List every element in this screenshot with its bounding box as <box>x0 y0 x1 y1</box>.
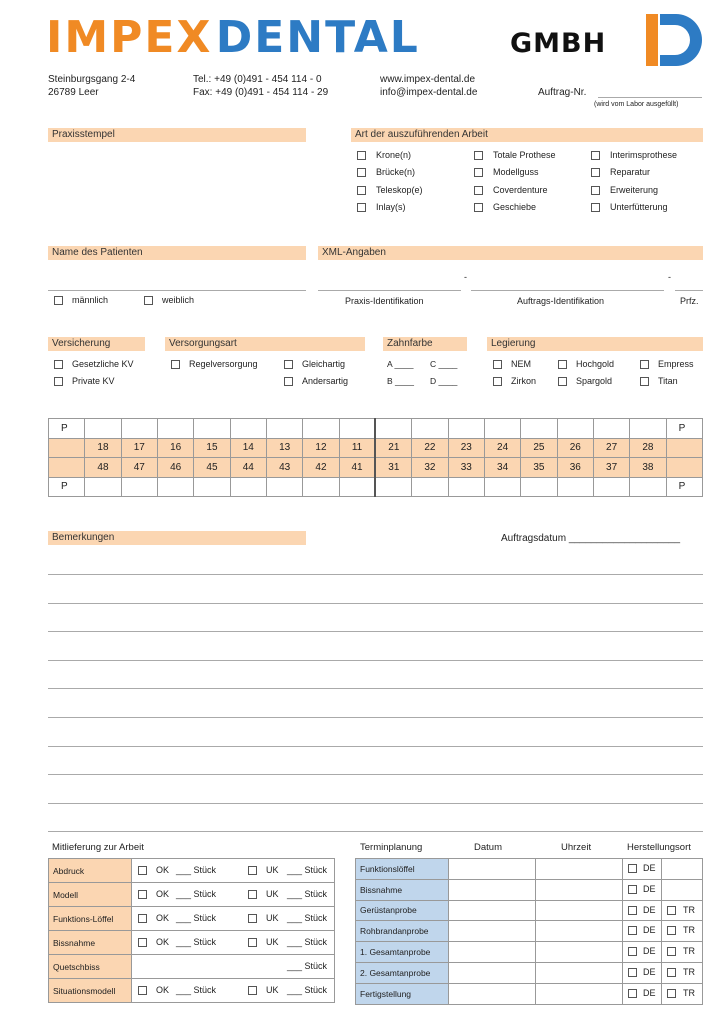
art-label: Totale Prothese <box>493 150 556 160</box>
de-label: DE <box>643 925 656 936</box>
art-checkbox[interactable] <box>357 151 366 160</box>
termin-datum-cell[interactable] <box>449 859 536 880</box>
tr-label: TR <box>683 966 695 977</box>
termin-ort-inner <box>623 942 661 962</box>
patient-name-field[interactable] <box>48 290 306 291</box>
mitlieferung-row-label: Quetschbiss <box>49 955 132 979</box>
mitlieferung-row-label: Abdruck <box>49 859 132 883</box>
tooth-number: 48 <box>85 458 121 478</box>
tooth-edge-cell <box>49 458 85 478</box>
ok-label: OK <box>156 937 170 947</box>
tooth-number: 11 <box>339 438 375 458</box>
uk-label: UK <box>266 865 279 875</box>
termin-uhrzeit-cell[interactable] <box>536 859 623 880</box>
tr-checkbox[interactable] <box>667 906 676 915</box>
ok-checkbox[interactable] <box>138 986 147 995</box>
termin-tr-cell <box>662 900 703 921</box>
art-checkbox[interactable] <box>591 168 600 177</box>
mitlieferung-row-fields <box>132 979 335 1003</box>
art-label: Teleskop(e) <box>376 185 423 195</box>
tooth-number: 24 <box>484 438 520 458</box>
uk-checkbox[interactable] <box>248 938 257 947</box>
gesetzliche-kv-label: Gesetzliche KV <box>72 359 134 369</box>
de-label: DE <box>643 946 656 957</box>
termin-row-label: Rohbrandanprobe <box>356 921 449 942</box>
bemerkungen-line[interactable] <box>48 631 703 632</box>
uk-checkbox[interactable] <box>248 914 257 923</box>
de-label: DE <box>643 987 656 998</box>
ok-label: OK <box>156 985 170 995</box>
tooth-cell[interactable] <box>593 477 629 497</box>
termin-row-label: Funktionslöffel <box>356 859 449 880</box>
ok-label: OK <box>156 889 170 899</box>
termin-ort-inner <box>623 859 661 879</box>
art-checkbox[interactable] <box>474 168 483 177</box>
ok-checkbox[interactable] <box>138 890 147 899</box>
zahnfarbe-d[interactable]: D ____ <box>430 376 458 386</box>
art-label: Interimsprothese <box>610 150 678 160</box>
tr-checkbox[interactable] <box>667 968 676 977</box>
tooth-number: 35 <box>521 458 557 478</box>
art-checkbox[interactable] <box>591 203 600 212</box>
tooth-cell[interactable] <box>266 419 302 439</box>
mitlieferung-row-label: Funktions-Löffel <box>49 907 132 931</box>
tooth-cell[interactable] <box>375 477 411 497</box>
auftrag-nr-label: Auftrag-Nr. <box>538 87 587 98</box>
bemerkungen-line[interactable] <box>48 688 703 689</box>
tooth-cell[interactable] <box>157 477 193 497</box>
tooth-cell[interactable] <box>593 419 629 439</box>
address-fax: Fax: +49 (0)491 - 454 114 - 29 <box>193 87 329 98</box>
prfz-label: Prfz. <box>680 296 699 306</box>
art-checkbox[interactable] <box>591 186 600 195</box>
ok-label: OK <box>156 913 170 923</box>
praxisstempel-field[interactable] <box>48 144 306 232</box>
termin-datum-cell[interactable] <box>449 879 536 900</box>
teeth-chart <box>48 418 703 497</box>
uk-label: UK <box>266 937 279 947</box>
praxis-id-label: Praxis-Identifikation <box>345 296 424 306</box>
bemerkungen-line[interactable] <box>48 717 703 718</box>
auftrag-id-label: Auftrags-Identifikation <box>517 296 605 306</box>
uk-stueck-label[interactable]: ___ Stück <box>287 985 328 995</box>
art-checkbox[interactable] <box>474 151 483 160</box>
uk-label: UK <box>266 985 279 995</box>
mitlieferung-cell <box>132 859 334 882</box>
uk-stueck-label[interactable]: ___ Stück <box>287 865 328 875</box>
tooth-cell[interactable] <box>557 419 593 439</box>
termin-tr-inner <box>662 921 702 941</box>
tooth-cell[interactable] <box>448 477 484 497</box>
tooth-cell[interactable] <box>630 477 666 497</box>
address-city: 26789 Leer <box>48 87 99 98</box>
de-checkbox[interactable] <box>628 926 637 935</box>
art-checkbox[interactable] <box>357 203 366 212</box>
xml-header: XML-Angaben <box>318 246 703 260</box>
uk-label: UK <box>266 889 279 899</box>
bemerkungen-line[interactable] <box>48 803 703 804</box>
gleichartig-label: Gleichartig <box>302 359 346 369</box>
tooth-cell[interactable] <box>484 419 520 439</box>
de-label: DE <box>643 904 656 915</box>
versicherung-header: Versicherung <box>48 337 145 351</box>
tooth-number: 28 <box>630 438 666 458</box>
praxis-id-field[interactable] <box>318 290 461 291</box>
logo-mark-icon <box>646 12 706 68</box>
termin-row-label: Bissnahme <box>356 879 449 900</box>
tooth-edge-cell <box>666 458 702 478</box>
de-label: DE <box>643 883 656 894</box>
tooth-cell[interactable] <box>375 419 411 439</box>
tooth-cell[interactable] <box>194 419 230 439</box>
tr-checkbox[interactable] <box>667 926 676 935</box>
tooth-number: 32 <box>412 458 448 478</box>
mitlieferung-row-fields <box>132 931 335 955</box>
art-checkbox[interactable] <box>357 168 366 177</box>
ok-checkbox[interactable] <box>138 866 147 875</box>
auftrag-id-field[interactable] <box>471 290 664 291</box>
termin-tr-cell <box>662 859 703 880</box>
tooth-number: 27 <box>593 438 629 458</box>
art-label: Brücke(n) <box>376 167 416 177</box>
zahnfarbe-c[interactable]: C ____ <box>430 359 458 369</box>
art-checkbox[interactable] <box>357 186 366 195</box>
uk-stueck-label[interactable]: ___ Stück <box>287 913 328 923</box>
address-tel: Tel.: +49 (0)491 - 454 114 - 0 <box>193 74 322 85</box>
de-checkbox[interactable] <box>628 947 637 956</box>
tooth-cell[interactable] <box>85 419 121 439</box>
termin-tr-inner <box>662 963 702 983</box>
termin-tr-inner <box>662 984 702 1004</box>
termin-ort-inner <box>623 921 661 941</box>
logo-gmbh: GMBH <box>510 28 607 59</box>
tr-label: TR <box>683 925 695 936</box>
tooth-cell[interactable] <box>484 477 520 497</box>
art-label: Krone(n) <box>376 150 412 160</box>
nem-checkbox[interactable] <box>493 360 502 369</box>
ok-checkbox[interactable] <box>138 938 147 947</box>
legierung-header: Legierung <box>487 337 703 351</box>
mitlieferung-row-fields <box>132 955 335 979</box>
mitlieferung-cell <box>132 907 334 930</box>
mitlieferung-row-label: Modell <box>49 883 132 907</box>
tooth-number: 37 <box>593 458 629 478</box>
tr-checkbox[interactable] <box>667 947 676 956</box>
female-label: weiblich <box>162 295 195 305</box>
uk-checkbox[interactable] <box>248 986 257 995</box>
uk-checkbox[interactable] <box>248 890 257 899</box>
tooth-cell[interactable] <box>412 477 448 497</box>
termin-datum-cell[interactable] <box>449 983 536 1004</box>
termin-ort-cell <box>623 900 662 921</box>
termin-ort-inner <box>623 963 661 983</box>
mitlieferung-row-label: Bissnahme <box>49 931 132 955</box>
art-label: Modellguss <box>493 167 539 177</box>
tooth-number: 34 <box>484 458 520 478</box>
art-label: Reparatur <box>610 167 651 177</box>
ok-stueck-label[interactable]: ___ Stück <box>176 865 217 875</box>
tooth-number: 36 <box>557 458 593 478</box>
tooth-edge-cell <box>666 438 702 458</box>
gesetzliche-kv-checkbox[interactable] <box>54 360 63 369</box>
termin-ort-inner <box>623 880 661 900</box>
tooth-edge-cell[interactable]: P <box>49 419 85 439</box>
termin-datum-cell[interactable] <box>449 921 536 942</box>
termin-row-label: 1. Gesamtanprobe <box>356 942 449 963</box>
termin-tr-cell <box>662 942 703 963</box>
bemerkungen-line[interactable] <box>48 831 703 832</box>
hochgold-checkbox[interactable] <box>558 360 567 369</box>
ok-stueck-label[interactable]: ___ Stück <box>176 913 217 923</box>
tooth-number: 43 <box>266 458 302 478</box>
mitlieferung-row-fields <box>132 907 335 931</box>
termin-uhrzeit-cell[interactable] <box>536 879 623 900</box>
address-email[interactable]: info@impex-dental.de <box>380 87 478 98</box>
tooth-number: 13 <box>266 438 302 458</box>
zirkon-label: Zirkon <box>511 376 537 386</box>
termin-uhrzeit-cell[interactable] <box>536 942 623 963</box>
tooth-number: 45 <box>194 458 230 478</box>
termin-row-label: Fertigstellung <box>356 983 449 1004</box>
andersartig-checkbox[interactable] <box>284 377 293 386</box>
tooth-number: 25 <box>521 438 557 458</box>
tooth-cell[interactable] <box>121 419 157 439</box>
private-kv-label: Private KV <box>72 376 115 386</box>
tooth-edge-cell[interactable]: P <box>666 419 702 439</box>
uk-stueck-label[interactable]: ___ Stück <box>287 889 328 899</box>
uk-checkbox[interactable] <box>248 866 257 875</box>
tooth-edge-cell[interactable]: P <box>49 477 85 497</box>
mitlieferung-row-label: Situationsmodell <box>49 979 132 1003</box>
tooth-number: 17 <box>121 438 157 458</box>
praxisstempel-header: Praxisstempel <box>48 128 306 142</box>
termin-ort-cell <box>623 983 662 1004</box>
logo-dental: DENTAL <box>215 12 420 63</box>
termin-tr-inner <box>662 942 702 962</box>
auftrag-nr-field[interactable] <box>598 97 702 98</box>
mitlieferung-table <box>48 858 335 1003</box>
tooth-number: 31 <box>375 458 411 478</box>
tooth-number: 12 <box>303 438 339 458</box>
address-web[interactable]: www.impex-dental.de <box>380 74 476 85</box>
spargold-label: Spargold <box>576 376 613 386</box>
art-checkbox[interactable] <box>591 151 600 160</box>
regelversorgung-label: Regelversorgung <box>189 359 258 369</box>
termin-ort-inner <box>623 984 661 1004</box>
tr-label: TR <box>683 904 695 915</box>
zirkon-checkbox[interactable] <box>493 377 502 386</box>
termin-row-label: 2. Gesamtanprobe <box>356 962 449 983</box>
bemerkungen-line[interactable] <box>48 574 703 575</box>
male-label: männlich <box>72 295 109 305</box>
mitlieferung-cell <box>132 883 334 906</box>
termin-ort-header: Herstellungsort <box>627 842 691 853</box>
tooth-number: 44 <box>230 458 266 478</box>
tooth-number: 38 <box>630 458 666 478</box>
tooth-cell[interactable] <box>303 477 339 497</box>
uk-label: UK <box>266 913 279 923</box>
tooth-cell[interactable] <box>339 419 375 439</box>
de-label: DE <box>643 863 656 873</box>
ok-stueck-label[interactable]: ___ Stück <box>176 985 217 995</box>
tooth-cell[interactable] <box>521 419 557 439</box>
mitlieferung-cell <box>132 931 334 954</box>
tooth-cell[interactable] <box>630 419 666 439</box>
tooth-cell[interactable] <box>339 477 375 497</box>
empress-checkbox[interactable] <box>640 360 649 369</box>
gleichartig-checkbox[interactable] <box>284 360 293 369</box>
versorgungsart-header: Versorgungsart <box>165 337 365 351</box>
tr-label: TR <box>683 946 695 957</box>
logo <box>46 12 420 63</box>
bemerkungen-line[interactable] <box>48 660 703 661</box>
art-label: Coverdenture <box>493 185 548 195</box>
ok-label: OK <box>156 865 170 875</box>
tooth-cell[interactable] <box>557 477 593 497</box>
art-label: Erweiterung <box>610 185 659 195</box>
zahnfarbe-header: Zahnfarbe <box>383 337 467 351</box>
termin-ort-cell <box>623 879 662 900</box>
auftrag-nr-note: (wird vom Labor ausgefüllt) <box>594 101 679 108</box>
termin-ort-cell <box>623 859 662 880</box>
ok-checkbox[interactable] <box>138 914 147 923</box>
termin-uhrzeit-cell[interactable] <box>536 983 623 1004</box>
tooth-number: 26 <box>557 438 593 458</box>
empress-label: Empress <box>658 359 694 369</box>
tooth-edge-cell <box>49 438 85 458</box>
tooth-cell[interactable] <box>448 419 484 439</box>
art-label: Inlay(s) <box>376 202 406 212</box>
tooth-cell[interactable] <box>303 419 339 439</box>
termin-uhrzeit-cell[interactable] <box>536 921 623 942</box>
bemerkungen-line[interactable] <box>48 603 703 604</box>
bemerkungen-header: Bemerkungen <box>48 531 306 545</box>
tooth-cell[interactable] <box>521 477 557 497</box>
tooth-number: 42 <box>303 458 339 478</box>
tooth-cell[interactable] <box>412 419 448 439</box>
mitlieferung-cell <box>132 955 334 978</box>
tooth-number: 46 <box>157 458 193 478</box>
andersartig-label: Andersartig <box>302 376 349 386</box>
zahnfarbe-b[interactable]: B ____ <box>387 376 414 386</box>
termin-datum-header: Datum <box>474 842 502 853</box>
de-checkbox[interactable] <box>628 906 637 915</box>
tooth-number: 18 <box>85 438 121 458</box>
nem-label: NEM <box>511 359 531 369</box>
private-kv-checkbox[interactable] <box>54 377 63 386</box>
termin-table <box>355 858 703 1005</box>
tooth-number: 33 <box>448 458 484 478</box>
termin-ort-cell <box>623 942 662 963</box>
male-checkbox[interactable] <box>54 296 63 305</box>
termin-tr-cell <box>662 962 703 983</box>
titan-checkbox[interactable] <box>640 377 649 386</box>
female-checkbox[interactable] <box>144 296 153 305</box>
tooth-number: 21 <box>375 438 411 458</box>
prfz-field[interactable] <box>675 290 703 291</box>
ok-stueck-label[interactable]: ___ Stück <box>176 889 217 899</box>
tooth-number: 15 <box>194 438 230 458</box>
tr-checkbox[interactable] <box>667 989 676 998</box>
termin-row-label: Gerüstanprobe <box>356 900 449 921</box>
termin-ort-inner <box>623 901 661 921</box>
de-checkbox[interactable] <box>628 989 637 998</box>
tooth-cell[interactable] <box>230 477 266 497</box>
art-label: Geschiebe <box>493 202 537 212</box>
tooth-cell[interactable] <box>85 477 121 497</box>
xml-dash-1: - <box>464 272 467 282</box>
art-header: Art der auszuführenden Arbeit <box>351 128 703 142</box>
tooth-cell[interactable] <box>266 477 302 497</box>
termin-datum-cell[interactable] <box>449 900 536 921</box>
tooth-number: 23 <box>448 438 484 458</box>
auftragsdatum-field[interactable]: Auftragsdatum ____________________ <box>501 533 681 544</box>
termin-datum-cell[interactable] <box>449 942 536 963</box>
tooth-cell[interactable] <box>230 419 266 439</box>
art-checkbox[interactable] <box>474 203 483 212</box>
address-street: Steinburgsgang 2-4 <box>48 74 136 85</box>
termin-datum-cell[interactable] <box>449 962 536 983</box>
ok-stueck-label[interactable]: ___ Stück <box>176 937 217 947</box>
tooth-number: 41 <box>339 458 375 478</box>
termin-ort-cell <box>623 962 662 983</box>
regelversorgung-checkbox[interactable] <box>171 360 180 369</box>
bemerkungen-line[interactable] <box>48 774 703 775</box>
mitlieferung-cell <box>132 979 334 1002</box>
patient-header: Name des Patienten <box>48 246 306 260</box>
tooth-number: 22 <box>412 438 448 458</box>
de-checkbox[interactable] <box>628 968 637 977</box>
tooth-number: 47 <box>121 458 157 478</box>
mitlieferung-title: Mitlieferung zur Arbeit <box>52 842 144 853</box>
termin-uhrzeit-cell[interactable] <box>536 962 623 983</box>
titan-label: Titan <box>658 376 678 386</box>
stueck-label[interactable]: ___ Stück <box>287 961 328 971</box>
hochgold-label: Hochgold <box>576 359 615 369</box>
termin-tr-cell <box>662 879 703 900</box>
tooth-cell[interactable] <box>157 419 193 439</box>
mitlieferung-row-fields <box>132 859 335 883</box>
termin-title: Terminplanung <box>360 842 423 853</box>
termin-tr-cell <box>662 983 703 1004</box>
de-label: DE <box>643 966 656 977</box>
termin-uhrzeit-header: Uhrzeit <box>561 842 592 853</box>
termin-ort-cell <box>623 921 662 942</box>
de-checkbox[interactable] <box>628 864 637 873</box>
tooth-number: 16 <box>157 438 193 458</box>
tr-label: TR <box>683 987 695 998</box>
logo-impex: IMPEX <box>46 12 213 63</box>
tooth-edge-cell[interactable]: P <box>666 477 702 497</box>
de-checkbox[interactable] <box>628 885 637 894</box>
tooth-cell[interactable] <box>121 477 157 497</box>
bemerkungen-line[interactable] <box>48 746 703 747</box>
mitlieferung-row-fields <box>132 883 335 907</box>
uk-stueck-label[interactable]: ___ Stück <box>287 937 328 947</box>
spargold-checkbox[interactable] <box>558 377 567 386</box>
xml-dash-2: - <box>668 272 671 282</box>
art-label: Unterfütterung <box>610 202 668 212</box>
art-checkbox[interactable] <box>474 186 483 195</box>
zahnfarbe-a[interactable]: A ____ <box>387 359 414 369</box>
termin-tr-inner <box>662 901 702 921</box>
termin-uhrzeit-cell[interactable] <box>536 900 623 921</box>
tooth-cell[interactable] <box>194 477 230 497</box>
tooth-number: 14 <box>230 438 266 458</box>
termin-tr-cell <box>662 921 703 942</box>
